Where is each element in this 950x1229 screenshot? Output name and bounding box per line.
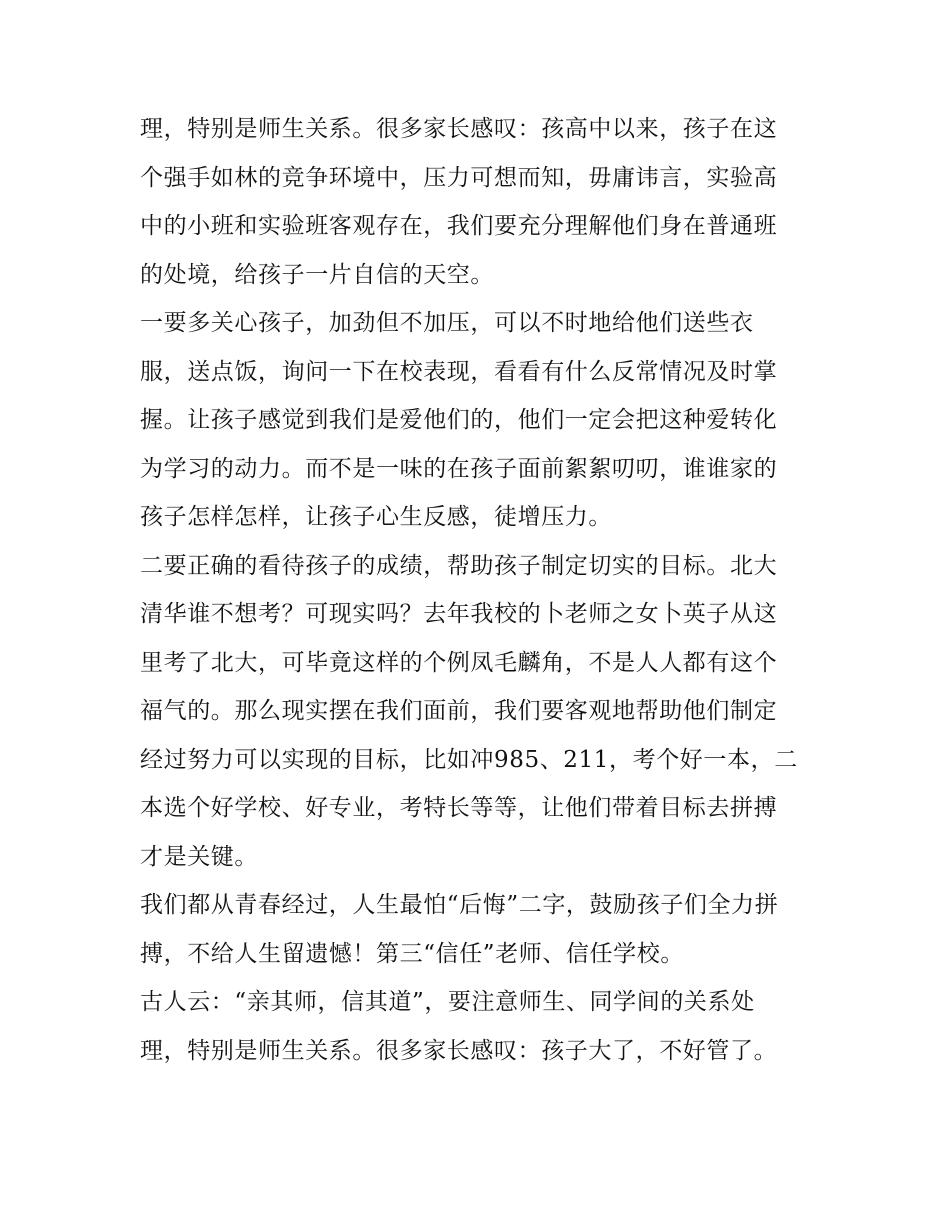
text-line: 一要多关心孩子，加劲但不加压，可以不时地给他们送些衣: [140, 310, 754, 336]
text-line: 中的小班和实验班客观存在，我们要充分理解他们身在普通班: [140, 213, 778, 239]
text-line: 本选个好学校、好专业，考特长等等，让他们带着目标去拼搏: [140, 795, 778, 821]
text-line: 才是关键。: [140, 843, 258, 870]
text-line: 为学习的动力。而不是一味的在孩子面前絮絮叨叨，谁谁家的: [140, 455, 778, 482]
text-line: 古人云：“亲其师，信其道”，要注意师生、同学间的关系处: [140, 989, 755, 1015]
text-line: 服，送点饭，询问一下在校表现，看看有什么反常情况及时掌: [140, 358, 778, 385]
text-line: 经过努力可以实现的目标，比如冲985、211，考个好一本，二: [140, 746, 798, 773]
text-line: 孩子怎样怎样，让孩子心生反感，徒增压力。: [140, 504, 612, 530]
text-line: 里考了北大，可毕竟这样的个例凤毛麟角，不是人人都有这个: [140, 649, 778, 676]
text-line: 理，特别是师生关系。很多家长感叹：孩子大了，不好管了。: [140, 1037, 778, 1064]
text-line: 的处境，给孩子一片自信的天空。: [140, 261, 494, 288]
text-line: 二要正确的看待孩子的成绩，帮助孩子制定切实的目标。北大: [140, 552, 778, 579]
text-line: 福气的。那么现实摆在我们面前，我们要客观地帮助他们制定: [140, 698, 778, 724]
document-body: [140, 105, 820, 1075]
text-line: 握。让孩子感觉到我们是爱他们的，他们一定会把这种爱转化: [140, 407, 778, 433]
text-line: 理，特别是师生关系。很多家长感叹：孩高中以来，孩子在这: [140, 116, 778, 142]
text-line: 个强手如林的竞争环境中，压力可想而知，毋庸讳言，实验高: [140, 164, 778, 191]
text-line: 搏，不给人生留遗憾！第三“信任”老师、信任学校。: [140, 940, 684, 967]
text-line: 清华谁不想考？可现实吗？去年我校的卜老师之女卜英子从这: [140, 601, 778, 627]
text-line: 我们都从青春经过，人生最怕“后悔”二字，鼓励孩子们全力拼: [140, 892, 779, 918]
